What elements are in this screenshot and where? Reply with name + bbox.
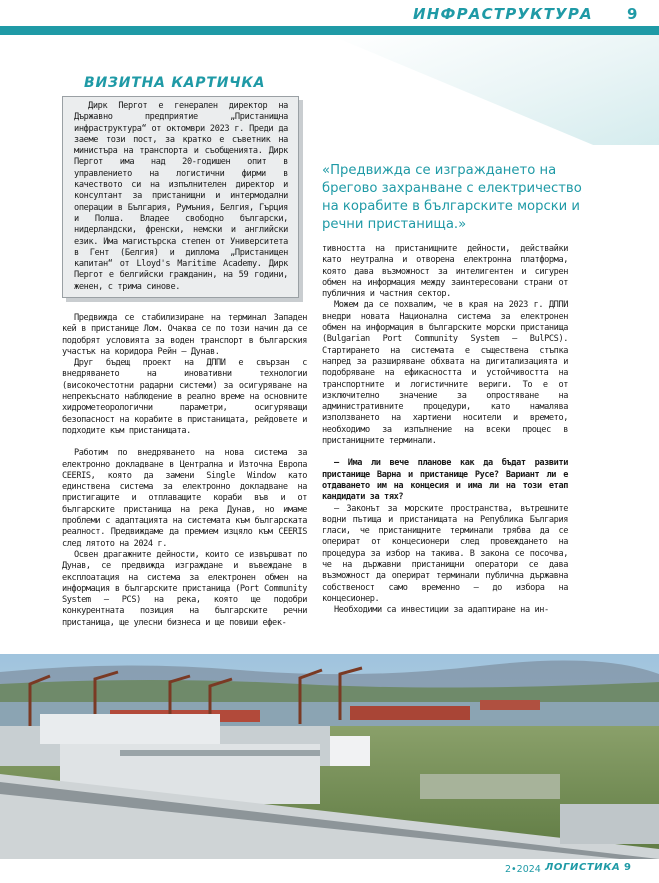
business-card-heading: ВИЗИТНА КАРТИЧКА: [84, 75, 266, 91]
interview-question: – Има ли вече планове как да бъдат развити пристанище Варна и пристанище Русе? Вариант ли е отдаването им на концесия и има ли на този етап кандидати за тях?: [322, 458, 568, 503]
article-column-right: [322, 244, 568, 617]
business-card-box: [62, 96, 299, 298]
decorative-background: [330, 35, 659, 145]
footer-magazine-name: ЛОГИСТИКА: [545, 862, 621, 873]
paragraph: – Законът за морските пространства, вътрешните водни пътища и пристанищата на Република България гласи, че пристанищните терминали трябва да се оперират от концесионери след провеждането на процедура за избор на такива. В закона се посочва, че на държавни пристанищни оператори се дава възможност да оперират терминали публична държавна собственост само временно – до избора на концесионер.: [322, 503, 568, 604]
paragraph: Можем да се похвалим, че в края на 2023 г. ДППИ внедри новата Национална система за електронен обмен на информация в българските морски пристанища (Bulgarian Port Community System – BulPCS). Стартирането на системата е съществена стъпка напред за разширяване обхвата на дигитализацията и подобряване на ефикасността и устойчивостта на транспортните и логистичните вериги. То е от изключително значение за опростяване на административните процедури, като намалява използването на хартиени носители и времето, необходимо за изпълнение на всеки процес в пристанищните терминали.: [322, 300, 568, 447]
paragraph: Друг бъдещ проект на ДППИ е свързан с внедряването на иновативни технологии (високочестотни радарни системи) за осигуряване на непрекъснато наблюдение в реално време на основните хидрометеорологични параметри, осигуряващи безопасност на корабите в пристанищата, рейдовете и подходите към пристанищата.: [62, 358, 307, 436]
article-column-left: [62, 313, 307, 629]
paragraph: Освен драгажните дейности, които се извършват по Дунав, се предвижда изграждане и въвеждане в експлоатация на система за електронен обмен на информация в българските пристанища (Port Community System – PCS) на река, която ще подобри конкурентната позиция на българските речни пристанища, ще улесни бизнеса и ще повиши ефек-: [62, 549, 307, 628]
port-photo: [0, 654, 659, 859]
page-number: 9: [627, 5, 638, 23]
port-illustration: [0, 654, 659, 859]
footer-issue: 2•2024: [505, 864, 541, 875]
paragraph: Предвижда се стабилизиране на терминал Западен кей в пристанище Лом. Очаква се по този начин да се подобрят условията за воден транспорт в българския участък на коридора Рейн – Дунав.: [62, 313, 307, 357]
footer-page-number: 9: [624, 862, 631, 873]
pull-quote: «Предвижда се изграждането на брегово захранване с електричество на корабите в българските морски и речни пристанища.»: [322, 163, 582, 232]
paragraph: Работим по внедряването на нова система за електронно докладване в Централна и Източна Европа CEERIS, която да замени Single Window като единствена система за електронно докладване на пристигащите и отплаващите кораби във и от българските пристанища на река Дунав, но имаме проблеми с адаптацията на системата към българската реалност. Предвиждаме да премием изцяло към CEERIS след лятото на 2024 г.: [62, 448, 307, 549]
paragraph: тивността на пристанищните дейности, действайки като неутрална и отворена електронна платформа, която дава възможност за интелигентен и сигурен обмен на информация между заинтересовани страни от публичния и частния сектор.: [322, 244, 568, 300]
business-card-text: Дирк Пергот е генерален директор на Държавно предприятие „Пристанищна инфраструктура“ от октомври 2023 г. Преди да заеме този пост, за кратко е съветник на министъра на транспорта и съобщенията. Дирк Пергот има над 20-годишен опит в управлението на логистични фирми в качеството си на изпълнителен директор и консултант за пристанищни и интермодални операции в България, Румъния, Белгия, Гърция и Полша. Владее свободно български, нидерландски, френски, немски и английски език. Има магистърска степен от Университета в Гент (Белгия) и диплома „Пристанищен капитан“ от Lloyd's Maritime Academy. Дирк Пергот е белгийски гражданин, на 59 години, женен, с трима синове.: [74, 101, 288, 292]
header-strip: [0, 26, 659, 35]
section-title: ИНФРАСТРУКТУРА: [413, 5, 593, 23]
paragraph: Необходими са инвестиции за адаптиране на ин-: [334, 605, 549, 616]
